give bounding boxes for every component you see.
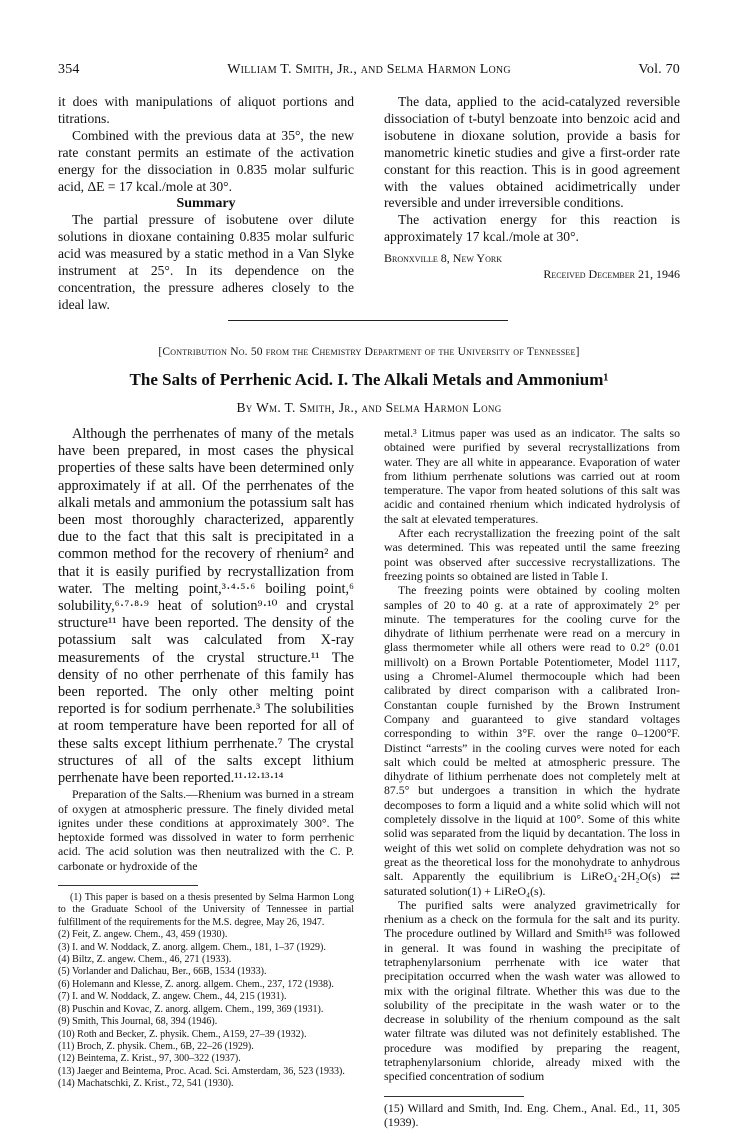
footnote-rule	[384, 1096, 524, 1097]
footnote: (3) I. and W. Noddack, Z. anorg. allgem. Chem., 181, 1–37 (1929).	[58, 941, 326, 953]
footnote-rule	[58, 885, 198, 886]
article-title: The Salts of Perrhenic Acid. I. The Alkali Metals and Ammonium¹	[129, 370, 609, 389]
paragraph: Combined with the previous data at 35°, the new rate constant permits an estimate of the activation energy for the dissociation in 0.835 molar sulfuric acid, ΔE = 17 kcal./mole at 30°.	[58, 127, 354, 194]
previous-article-right-column	[384, 94, 680, 282]
footnote: (10) Roth and Becker, Z. physik. Chem., A159, 27–39 (1932).	[58, 1028, 307, 1040]
previous-article-end	[58, 94, 680, 318]
paragraph: After each recrystallization the freezing point of the salt was determined. This was repeated until the same freezing point was observed after successive recrystallizations. The freezing points so obtained are listed in Table I.	[384, 526, 680, 583]
footnote: (8) Puschin and Kovac, Z. anorg. allgem. Chem., 199, 369 (1931).	[58, 1003, 324, 1015]
article-left-column	[58, 426, 354, 1091]
paragraph: The data, applied to the acid-catalyzed reversible dissociation of t-butyl benzoate into benzoic acid and isobutene in dioxane solution, provide a basis for manometric kinetic studies and give a first-order rate constant for this reaction. This is in good agreement with the values obtained acidimetrically under reversible and under irreversible conditions.	[384, 94, 680, 211]
paragraph: it does with manipulations of aliquot portions and titrations.	[58, 94, 354, 126]
article-right-column	[384, 426, 680, 1129]
article-byline: By Wm. T. Smith, Jr., and Selma Harmon Long	[236, 400, 502, 415]
running-head-authors: William T. Smith, Jr., and Selma Harmon Long	[227, 62, 511, 77]
paragraph: The freezing points were obtained by cooling molten samples of 20 to 40 g. at a rate of approximately 2° per minute. The temperatures for the cooling curve for the dihydrate of lithium perrhenate were read on a mercury in glass thermometer while all others were read to 0.2° (0.01 millivolt) on a Brown Portable Potentiometer, Model 1117, using a Chromel-Alumel thermocouple which had been calibrated by direct comparison with a calibrated Iron-Constantan couple furnished by the Brown Instrument Company and guaranteed to give standard voltages corresponding to within 3°F. over the range 0–1200°F. Distinct “arrests” in the cooling curves were noted for each salt which could be melted at atmospheric pressure. The dihydrate of lithium perrhenate does not completely melt at 87.5° but undergoes a transition in which the hydrate decomposes to form a liquid and a white solid which will not completely dissolve in the liquid at 100°. Some of this white solid was separated from the liquid by decantation. The loss in weight of this wet solid on complete dehydration was not so great as the theoretical loss for the monohydrate to anhydrous salt. Apparently the equilibrium is LiReO₄·2H₂O(s) ⇄ saturated solution(1) + LiReO₄(s).	[384, 583, 680, 898]
footnote: (5) Vorlander and Dalichau, Ber., 66B, 1534 (1933).	[58, 966, 267, 978]
article-separator-rule	[228, 320, 508, 321]
footnote: (7) I. and W. Noddack, Z. angew. Chem., 44, 215 (1931).	[58, 991, 287, 1003]
footnote: (15) Willard and Smith, Ind. Eng. Chem., Anal. Ed., 11, 305 (1939).	[384, 1100, 680, 1129]
paragraph: The purified salts were analyzed gravimetrically for rhenium as a check on the formula for the salt and its purity. The procedure outlined by Willard and Smith¹⁵ was followed in general. It was found in washing the precipitate of tetraphenylarsonium perrhenate with ice water that precipitation occurred when the wash water was allowed to mix with the original filtrate. Whether this was due to the solubility of the precipitate in the wash water or to the decrease in solubility of the rhenium compound as the salt water filtrate was diluted was not definitely established. The procedure was modified by preparing the reagent, tetraphenylarsonium chloride, already mixed with the specified concentration of sodium	[384, 897, 680, 1084]
preparation-paragraph: Preparation of the Salts.—Rhenium was burned in a stream of oxygen at atmospheric pressure. The finely divided metal ignites under these conditions at approximately 300°. The heptoxide formed was dissolved in water to form perrhenic acid. The acid solution was then neutralized with the C. P. carbonate or hydroxide of the	[58, 787, 354, 873]
volume-number: Vol. 70	[638, 62, 680, 77]
footnote: (9) Smith, This Journal, 68, 394 (1946).	[58, 1016, 218, 1028]
footnotes	[58, 892, 354, 1091]
footnote: (14) Machatschki, Z. Krist., 72, 541 (1930).	[58, 1078, 234, 1090]
footnote: (4) Biltz, Z. angew. Chem., 46, 271 (1933).	[58, 954, 232, 966]
journal-page	[58, 52, 680, 1129]
footnote: (1) This paper is based on a thesis presented by Selma Harmon Long to the Graduate School of the University of Tennessee in partial fulfillment of the requirements for the M.S. degree, May 26, 1947.	[58, 892, 354, 928]
paragraph: metal.³ Litmus paper was used as an indicator. The salts so obtained were purified by several recrystallizations from water. They are all white in appearance. Evaporation of water from lithium perrhenate solutions was carried out at room temperature. The vapor from heated solutions of this salt was acidic and contained rhenium which indicated hydrolysis of the salt at elevated temperatures.	[384, 426, 680, 526]
footnote: (11) Broch, Z. physik. Chem., 6B, 22–26 (1929).	[58, 1040, 254, 1052]
page-number: 354	[58, 62, 80, 77]
received-date: Received December 21, 1946	[543, 267, 680, 282]
summary-heading: Summary	[176, 196, 236, 212]
footnote: (12) Beintema, Z. Krist., 97, 300–322 (1937).	[58, 1053, 241, 1065]
running-head	[58, 62, 680, 82]
previous-article-left-column	[58, 94, 354, 314]
summary-paragraph: The partial pressure of isobutene over dilute solutions in dioxane containing 0.835 molar sulfuric acid was measured by a static method in a Van Slyke instrument at 25°. In its dependence on the concentration, the pressure adheres closely to the ideal law.	[58, 212, 354, 312]
contribution-line: [Contribution No. 50 from the Chemistry Department of the University of Tennessee]	[158, 346, 580, 358]
paragraph: The activation energy for this reaction is approximately 17 kcal./mole at 30°.	[384, 212, 680, 245]
footnote: (2) Feit, Z. angew. Chem., 43, 459 (1930).	[58, 929, 228, 941]
footnote: (6) Holemann and Klesse, Z. anorg. allgem. Chem., 237, 172 (1938).	[58, 978, 334, 990]
intro-paragraph: Although the perrhenates of many of the metals have been prepared, in most cases the physical properties of these salts have been determined only approximately if at all. Of the perrhenates of the alkali metals and ammonium the potassium salt has been most thoroughly characterized, apparently due to the fact that this salt is precipitated in a common method for the recovery of rhenium² and that it is easily purified by recrystallization from water. The melting point,³·⁴·⁵·⁶ boiling point,⁶ solubility,⁶·⁷·⁸·⁹ heat of solution⁹·¹⁰ and crystal structure¹¹ have been reported. The density of the potassium salt was calculated from X-ray measurements of the crystal structure.¹¹ The density of no other perrhenate of this family has been reported. The only other melting point reported is for sodium perrhenate.³ The solubilities at room temperature have been reported for all of these salts except lithium perrhenate.⁷ The crystal structures of all of the salts except lithium perrhenate have been reported.¹¹·¹²·¹³·¹⁴	[58, 426, 354, 787]
footnote: (13) Jaeger and Beintema, Proc. Acad. Sci. Amsterdam, 36, 523 (1933).	[58, 1065, 345, 1077]
affiliation-place: Bronxville 8, New York	[384, 251, 502, 266]
